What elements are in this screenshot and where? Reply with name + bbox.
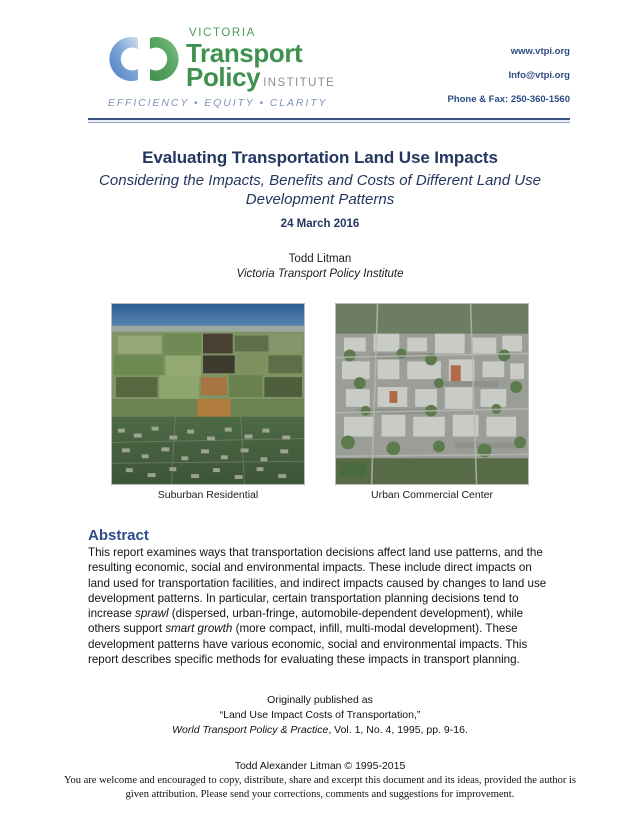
copyright-line: Todd Alexander Litman © 1995-2015: [234, 760, 406, 773]
page-header: [0, 0, 640, 109]
title-block: [0, 148, 640, 230]
author-affiliation: Victoria Transport Policy Institute: [236, 268, 404, 281]
abstract-text: (more compact, infill, multi-modal development). These development patterns have various economic, social and environmental impacts. This report describes specific methods for evaluating these impacts in transport planning.: [88, 622, 528, 667]
header-contact-info: [447, 28, 570, 105]
citation-line-1: Originally published as: [267, 694, 373, 707]
logo-policy-row: [186, 62, 336, 93]
citation-line-2: “Land Use Impact Costs of Transportation,”: [219, 709, 421, 722]
abstract-text: (dispersed, urban-fringe, automobile-dependent development), while others support: [88, 607, 524, 636]
page-title: Evaluating Transportation Land Use Impacts: [142, 148, 498, 168]
figure-urban: [335, 303, 529, 501]
abstract-body: [88, 545, 554, 667]
contact-email[interactable]: Info@vtpi.org: [508, 70, 570, 81]
figure-caption-suburban: Suburban Residential: [157, 488, 259, 501]
publication-date: 24 March 2016: [280, 217, 360, 230]
citation-line-3: [0, 723, 640, 738]
copyright-body: You are welcome and encouraged to copy, distribute, share and excerpt this document and its ideas, provided the author is given attribution. Please send your corrections, comments and suggestions for improvement.: [63, 775, 577, 800]
contact-website[interactable]: www.vtpi.org: [510, 46, 570, 57]
contact-phone: Phone & Fax: 250-360-1560: [447, 94, 570, 105]
photo-urban-commercial-center: [335, 303, 529, 485]
logo-word-victoria: VICTORIA: [189, 27, 256, 39]
photo-suburban-residential: [111, 303, 305, 485]
abstract-emphasis: smart growth: [165, 622, 233, 636]
figure-row: [0, 303, 640, 501]
citation-details: , Vol. 1, No. 4, 1995, pp. 9-16.: [328, 724, 468, 737]
citation-journal: World Transport Policy & Practice: [172, 724, 329, 737]
abstract-emphasis: sprawl: [135, 607, 169, 621]
page-subtitle: Considering the Impacts, Benefits and Costs of Different Land Use Development Patterns: [99, 172, 541, 209]
author-block: [0, 252, 640, 283]
logo-tagline: EFFICIENCY • EQUITY • CLARITY: [107, 97, 328, 110]
logo-word-policy: Policy: [186, 62, 261, 93]
abstract-section: [88, 527, 554, 667]
logo-word-transport: Transport: [186, 37, 303, 68]
figure-suburban: [111, 303, 305, 501]
logo-wordmark: [186, 27, 336, 93]
figure-caption-urban: Urban Commercial Center: [371, 488, 493, 501]
copyright-section: [0, 760, 640, 801]
vtpi-logo: [100, 28, 335, 109]
vtpi-interlocking-rings-logo-icon: [100, 28, 186, 90]
header-divider-rule: [88, 118, 570, 123]
logo-row: [100, 27, 336, 93]
abstract-text: This report examines ways that transportation decisions affect land use patterns, and the resulting economic, social and environmental impacts. These include direct impacts on land used for transportation facilities, and indirect impacts caused by changes to land use development patterns. In particular, certain transportation planning decisions tend to increase: [88, 545, 547, 621]
original-publication-citation: [0, 693, 640, 738]
logo-word-institute: INSTITUTE: [263, 77, 336, 90]
author-name: Todd Litman: [288, 252, 352, 265]
abstract-heading: Abstract: [88, 526, 149, 544]
